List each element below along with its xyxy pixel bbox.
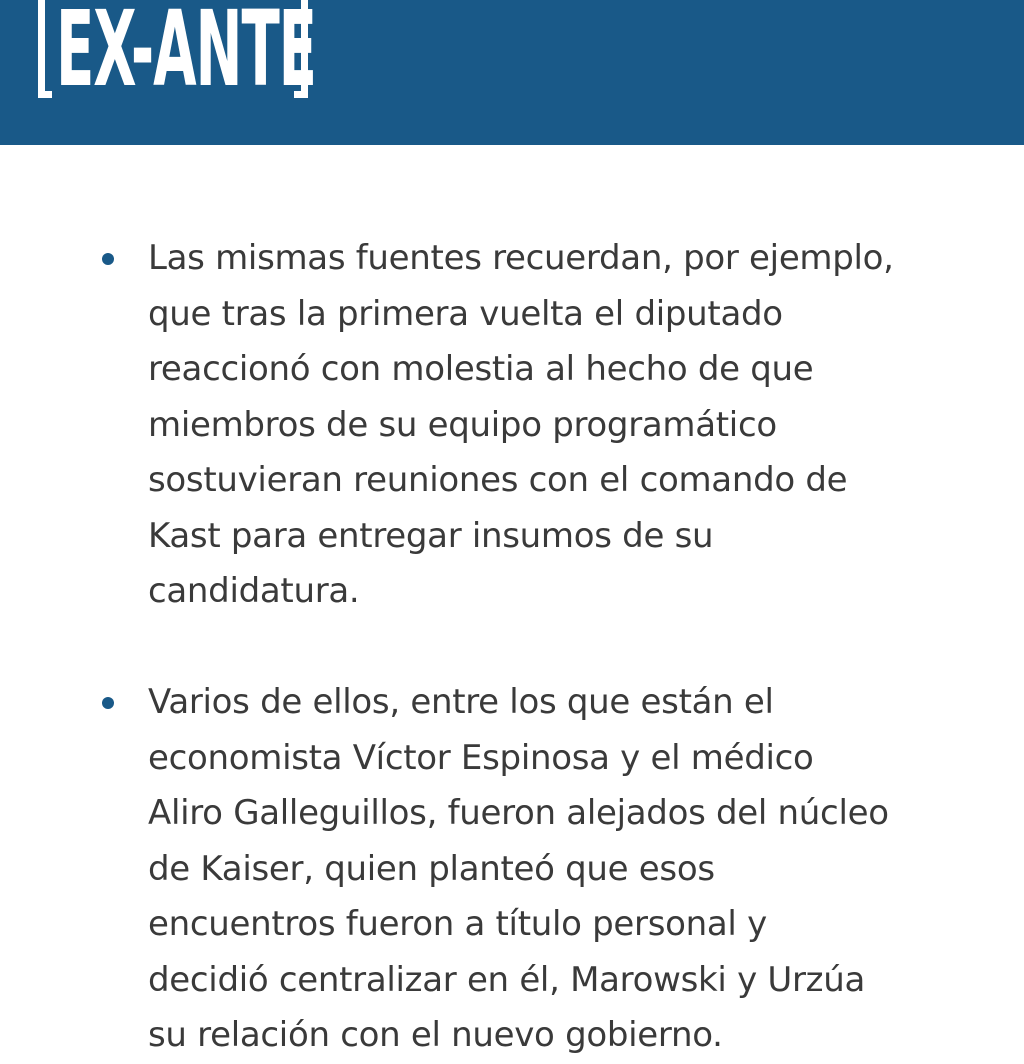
logo-text: EX-ANTE xyxy=(56,0,316,110)
bullet-dot-icon xyxy=(102,697,114,709)
bullet-text-2 xyxy=(148,675,968,1064)
text-line: su relación con el nuevo gobierno. xyxy=(148,1015,723,1055)
site-header xyxy=(0,0,1024,145)
bullet-text-1 xyxy=(148,231,968,620)
text-line: Aliro Galleguillos, fueron alejados del núcleo xyxy=(148,793,889,833)
logo-left-bracket xyxy=(38,0,52,98)
ex-ante-logo[interactable] xyxy=(38,0,316,110)
text-line: decidió centralizar en él, Marowski y Urzúa xyxy=(148,959,865,1000)
text-line: que tras la primera vuelta el diputado xyxy=(148,293,783,334)
text-line: Varios de ellos, entre los que están el xyxy=(148,682,774,722)
text-line: encuentros fueron a título personal y xyxy=(148,904,767,944)
text-line: sostuvieran reuniones con el comando de xyxy=(148,460,848,500)
text-line: reaccionó con molestia al hecho de que xyxy=(148,349,814,389)
text-line: de Kaiser, quien planteó que esos xyxy=(148,848,715,889)
text-line: Kast para entregar insumos de su xyxy=(148,515,714,556)
text-line: economista Víctor Espinosa y el médico xyxy=(148,737,814,778)
text-line: Las mismas fuentes recuerdan, por ejemplo, xyxy=(148,238,894,278)
text-line: miembros de su equipo programático xyxy=(148,404,777,445)
text-line: candidatura. xyxy=(148,571,360,611)
logo-text-wrap xyxy=(52,0,316,110)
bullet-dot-icon xyxy=(102,253,114,265)
